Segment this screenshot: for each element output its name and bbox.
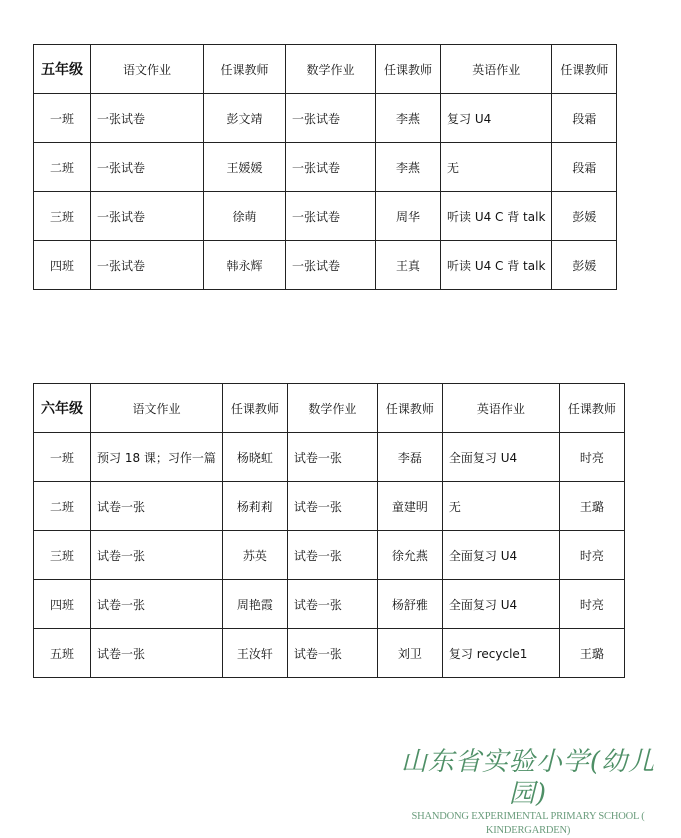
teacher-cell: 苏英	[222, 531, 287, 580]
teacher-cell: 杨莉莉	[222, 482, 287, 531]
table-header-row	[34, 45, 617, 94]
table-row	[34, 94, 617, 143]
school-logo	[382, 746, 674, 838]
class-name-cell: 三班	[34, 531, 91, 580]
teacher-cell: 段霜	[552, 143, 617, 192]
table-row	[34, 531, 625, 580]
table-row	[34, 482, 625, 531]
chinese-homework-cell: 一张试卷	[91, 94, 204, 143]
teacher-cell: 徐允燕	[377, 531, 442, 580]
teacher-cell: 时亮	[559, 580, 624, 629]
english-homework-cell: 全面复习 U4	[442, 531, 559, 580]
table-row	[34, 629, 625, 678]
chinese-homework-cell: 试卷一张	[91, 531, 223, 580]
teacher-cell: 时亮	[559, 531, 624, 580]
math-homework-cell: 试卷一张	[287, 482, 377, 531]
teacher-cell: 徐萌	[204, 192, 286, 241]
class-name-cell: 四班	[34, 241, 91, 290]
column-header: 语文作业	[91, 384, 223, 433]
math-homework-cell: 试卷一张	[287, 531, 377, 580]
teacher-cell: 李燕	[376, 94, 441, 143]
table-row	[34, 580, 625, 629]
teacher-cell: 杨晓虹	[222, 433, 287, 482]
chinese-homework-cell: 一张试卷	[91, 143, 204, 192]
english-homework-cell: 无	[442, 482, 559, 531]
table-row	[34, 143, 617, 192]
teacher-cell: 王真	[376, 241, 441, 290]
column-header: 任课教师	[376, 45, 441, 94]
teacher-cell: 彭媛	[552, 192, 617, 241]
column-header: 数学作业	[287, 384, 377, 433]
math-homework-cell: 一张试卷	[286, 192, 376, 241]
column-header: 数学作业	[286, 45, 376, 94]
math-homework-cell: 试卷一张	[287, 629, 377, 678]
chinese-homework-cell: 一张试卷	[91, 192, 204, 241]
column-header: 英语作业	[441, 45, 552, 94]
math-homework-cell: 一张试卷	[286, 143, 376, 192]
class-name-cell: 四班	[34, 580, 91, 629]
teacher-cell: 彭媛	[552, 241, 617, 290]
english-homework-cell: 复习 U4	[441, 94, 552, 143]
column-header: 任课教师	[552, 45, 617, 94]
teacher-cell: 刘卫	[377, 629, 442, 678]
math-homework-cell: 试卷一张	[287, 433, 377, 482]
math-homework-cell: 一张试卷	[286, 241, 376, 290]
teacher-cell: 时亮	[559, 433, 624, 482]
class-name-cell: 一班	[34, 433, 91, 482]
column-header: 任课教师	[222, 384, 287, 433]
school-name-english: SHANDONG EXPERIMENTAL PRIMARY SCHOOL ( KINDERGARDEN)	[411, 811, 645, 836]
chinese-homework-cell: 一张试卷	[91, 241, 204, 290]
chinese-homework-cell: 试卷一张	[91, 482, 223, 531]
class-name-cell: 五班	[34, 629, 91, 678]
english-homework-cell: 复习 recycle1	[442, 629, 559, 678]
teacher-cell: 杨舒雅	[377, 580, 442, 629]
teacher-cell: 段霜	[552, 94, 617, 143]
grade-header: 六年级	[34, 384, 91, 433]
chinese-homework-cell: 预习 18 课；习作一篇	[91, 433, 223, 482]
english-homework-cell: 全面复习 U4	[442, 433, 559, 482]
grade5-homework-table	[33, 44, 617, 290]
table-row	[34, 433, 625, 482]
english-homework-cell: 听读 U4 C 背 talk	[441, 192, 552, 241]
teacher-cell: 王璐	[559, 482, 624, 531]
teacher-cell: 王媛媛	[204, 143, 286, 192]
teacher-cell: 王璐	[559, 629, 624, 678]
column-header: 任课教师	[559, 384, 624, 433]
chinese-homework-cell: 试卷一张	[91, 629, 223, 678]
teacher-cell: 彭文靖	[204, 94, 286, 143]
table-row	[34, 192, 617, 241]
english-homework-cell: 全面复习 U4	[442, 580, 559, 629]
math-homework-cell: 一张试卷	[286, 94, 376, 143]
teacher-cell: 周华	[376, 192, 441, 241]
column-header: 英语作业	[442, 384, 559, 433]
english-homework-cell: 无	[441, 143, 552, 192]
teacher-cell: 李磊	[377, 433, 442, 482]
teacher-cell: 李燕	[376, 143, 441, 192]
english-homework-cell: 听读 U4 C 背 talk	[441, 241, 552, 290]
grade-header: 五年级	[34, 45, 91, 94]
math-homework-cell: 试卷一张	[287, 580, 377, 629]
school-name-chinese: 山东省实验小学(幼儿园)	[400, 747, 656, 809]
column-header: 任课教师	[204, 45, 286, 94]
class-name-cell: 一班	[34, 94, 91, 143]
grade6-homework-table	[33, 383, 625, 678]
teacher-cell: 韩永辉	[204, 241, 286, 290]
chinese-homework-cell: 试卷一张	[91, 580, 223, 629]
class-name-cell: 二班	[34, 482, 91, 531]
class-name-cell: 三班	[34, 192, 91, 241]
column-header: 语文作业	[91, 45, 204, 94]
class-name-cell: 二班	[34, 143, 91, 192]
teacher-cell: 王汝轩	[222, 629, 287, 678]
teacher-cell: 周艳霞	[222, 580, 287, 629]
table-header-row	[34, 384, 625, 433]
column-header: 任课教师	[377, 384, 442, 433]
teacher-cell: 童建明	[377, 482, 442, 531]
table-row	[34, 241, 617, 290]
